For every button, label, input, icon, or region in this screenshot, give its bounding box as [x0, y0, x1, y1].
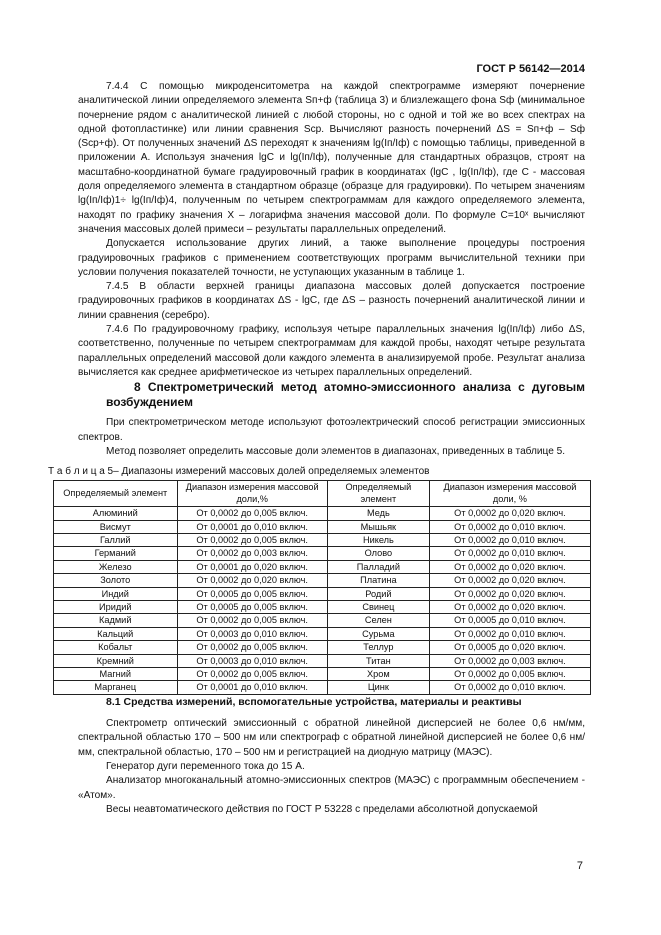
paragraph-spectrometer: Спектрометр оптический эмиссионный с обратной линейной дисперсией не более 0,6 нм/мм, спектральной областью 170 – 500 нм или спектрограф с обратной линейной дисперсией не более 0,6 нм/мм, спектральной областью, 170 – 500 нм и регистрацией на диодную матрицу (МАЭС). [78, 718, 585, 758]
table-header-row [54, 481, 591, 507]
table-cell: Мышьяк [327, 520, 429, 533]
paragraph-other-lines: Допускается использование других линий, а также выполнение процедуры построения градуировочных графиков с применением соответствующих программ вычислительной техники при условии получения показателей точности, не уступающих указанным в таблице 1. [78, 238, 585, 278]
table-cell: Иридий [54, 600, 178, 613]
table-cell: От 0,0005 до 0,010 включ. [429, 614, 590, 627]
table-cell: От 0,0002 до 0,005 включ. [177, 668, 327, 681]
table-row [54, 560, 591, 573]
table-row [54, 547, 591, 560]
table-cell: Кремний [54, 654, 178, 667]
paragraph-generator: Генератор дуги переменного тока до 15 А. [106, 761, 305, 772]
table-cell: Марганец [54, 681, 178, 694]
table-row [54, 641, 591, 654]
table-row [54, 654, 591, 667]
table-cell: От 0,0002 до 0,003 включ. [177, 547, 327, 560]
table-cell: От 0,0002 до 0,010 включ. [429, 681, 590, 694]
body-text [48, 80, 585, 817]
table-cell: Галлий [54, 533, 178, 546]
table-cell: Титан [327, 654, 429, 667]
table-cell: Железо [54, 560, 178, 573]
table-row [54, 681, 591, 694]
table-cell: Медь [327, 507, 429, 520]
paragraph-7-4-6: 7.4.6 По градуировочному графику, используя четыре параллельных значения lg(Iп/Iф) либо ΔS, соответственно, полученные по четырем спектрограммам для каждой пробы, находят четыре результата параллельных определений массовой доли каждого элемента в анализируемой пробе. Результат анализа вычисляется как среднее арифметическое из четырех параллельных определений. [78, 324, 585, 378]
table-cell: Алюминий [54, 507, 178, 520]
table-cell: Палладий [327, 560, 429, 573]
table-cell: Золото [54, 574, 178, 587]
paragraph-method-ranges: Метод позволяет определить массовые доли элементов в диапазонах, приведенных в таблице 5. [106, 445, 566, 457]
table-header-cell: Диапазон измерения массовой доли, % [429, 481, 590, 507]
table-cell: От 0,0005 до 0,005 включ. [177, 587, 327, 600]
table-cell: Индий [54, 587, 178, 600]
table-cell: От 0,0002 до 0,020 включ. [429, 507, 590, 520]
table-header-cell: Определяемый элемент [327, 481, 429, 507]
table-cell: От 0,0002 до 0,010 включ. [429, 533, 590, 546]
table-cell: Селен [327, 614, 429, 627]
table-cell: Теллур [327, 641, 429, 654]
table-header-cell: Диапазон измерения массовой доли,% [177, 481, 327, 507]
table-cell: Олово [327, 547, 429, 560]
table-cell: Магний [54, 668, 178, 681]
table-row [54, 507, 591, 520]
table-cell: От 0,0001 до 0,010 включ. [177, 681, 327, 694]
section-heading: 8 Спектрометрический метод атомно-эмиссионного анализа с дуговым возбуждением [106, 380, 585, 410]
table-cell: Цинк [327, 681, 429, 694]
document-header: ГОСТ Р 56142—2014 [476, 63, 585, 75]
table-cell: От 0,0002 до 0,020 включ. [429, 574, 590, 587]
table-cell: От 0,0003 до 0,010 включ. [177, 627, 327, 640]
table-cell: От 0,0002 до 0,005 включ. [177, 641, 327, 654]
table-cell: От 0,0005 до 0,005 включ. [177, 600, 327, 613]
table-cell: Кобальт [54, 641, 178, 654]
table-cell: От 0,0003 до 0,010 включ. [177, 654, 327, 667]
table-cell: От 0,0002 до 0,005 включ. [177, 507, 327, 520]
table-cell: От 0,0002 до 0,020 включ. [429, 560, 590, 573]
table-row [54, 587, 591, 600]
table-cell: От 0,0002 до 0,003 включ. [429, 654, 590, 667]
subsection-heading: 8.1 Средства измерений, вспомогательные устройства, материалы и реактивы [106, 695, 522, 708]
table-cell: От 0,0001 до 0,020 включ. [177, 560, 327, 573]
table-cell: От 0,0002 до 0,005 включ. [429, 668, 590, 681]
table-cell: Сурьма [327, 627, 429, 640]
paragraph-scales: Весы неавтоматического действия по ГОСТ Р 53228 с пределами абсолютной допускаемой [106, 803, 538, 815]
table-cell: Никель [327, 533, 429, 546]
table-cell: Кальций [54, 627, 178, 640]
table-cell: От 0,0001 до 0,010 включ. [177, 520, 327, 533]
ranges-table [53, 480, 591, 695]
table-cell: Платина [327, 574, 429, 587]
table-cell: Хром [327, 668, 429, 681]
table-cell: От 0,0002 до 0,010 включ. [429, 520, 590, 533]
table-row [54, 574, 591, 587]
table-cell: Висмут [54, 520, 178, 533]
table-cell: Кадмий [54, 614, 178, 627]
table-cell: От 0,0002 до 0,020 включ. [177, 574, 327, 587]
page-number: 7 [576, 860, 583, 872]
paragraph-7-4-5: 7.4.5 В области верхней границы диапазона массовых долей допускается построение градуировочных графиков в координатах ΔS - lgC, где ΔS – разность почернений аналитической линии и линии сравнения (серебро). [78, 281, 585, 321]
table-cell: От 0,0002 до 0,010 включ. [429, 627, 590, 640]
table-cell: Свинец [327, 600, 429, 613]
paragraph-analyzer: Анализатор многоканальный атомно-эмиссионных спектров (МАЭС) с программным обеспечением - «Атом». [78, 775, 585, 801]
table-cell: От 0,0005 до 0,020 включ. [429, 641, 590, 654]
table-row [54, 600, 591, 613]
table-row [54, 614, 591, 627]
table-caption: Т а б л и ц а 5– Диапазоны измерений массовых долей определяемых элементов [48, 466, 430, 478]
table-cell: От 0,0002 до 0,020 включ. [429, 600, 590, 613]
table-cell: От 0,0002 до 0,020 включ. [429, 587, 590, 600]
table-cell: От 0,0002 до 0,005 включ. [177, 533, 327, 546]
paragraph-spectrometric-method: При спектрометрическом методе используют фотоэлектрический способ регистрации эмиссионных спектров. [78, 417, 585, 443]
paragraph-7-4-4: 7.4.4 С помощью микроденситометра на каждой спектрограмме измеряют почернение аналитической линии определяемого элемента Sп+ф (таблица 3) и близлежащего фона Sф (минимальное почернение рядом с аналитической линией с любой стороны, но с одной и той же во всех спектрах на одной фотопластинке) или линии сравнения Sср. Вычисляют разность почернений ΔS = Sп+ф – Sф (Sср+ф). От полученных значений ΔS переходят к значениям lg(Iп/Iф) с помощью таблицы, приведенной в приложении А. Используя значения lgC и lg(Iп/Iф), полученные для стандартных образцов, строят на масштабно-координатной бумаге градуировочный график в координатах (lgC , lg(Iп/Iф), где C - массовая доля определяемого элемента в стандартном образце (образце для градуировки). По четырем значениям lg(Iп/Iф)1÷ lg(Iп/Iф)4, полученным по четырем спектрограммам для каждого определяемого элемента, находят по графику значения X – логарифма значения массовой доли. По формуле C=10ˣ вычисляют значения массовых долей примеси – результаты параллельных определений. [78, 81, 585, 235]
table-cell: Родий [327, 587, 429, 600]
table-cell: От 0,0002 до 0,010 включ. [429, 547, 590, 560]
table-row [54, 533, 591, 546]
table-header-cell: Определяемый элемент [54, 481, 178, 507]
table-row [54, 668, 591, 681]
table-cell: От 0,0002 до 0,005 включ. [177, 614, 327, 627]
table-row [54, 627, 591, 640]
table-cell: Германий [54, 547, 178, 560]
table-row [54, 520, 591, 533]
